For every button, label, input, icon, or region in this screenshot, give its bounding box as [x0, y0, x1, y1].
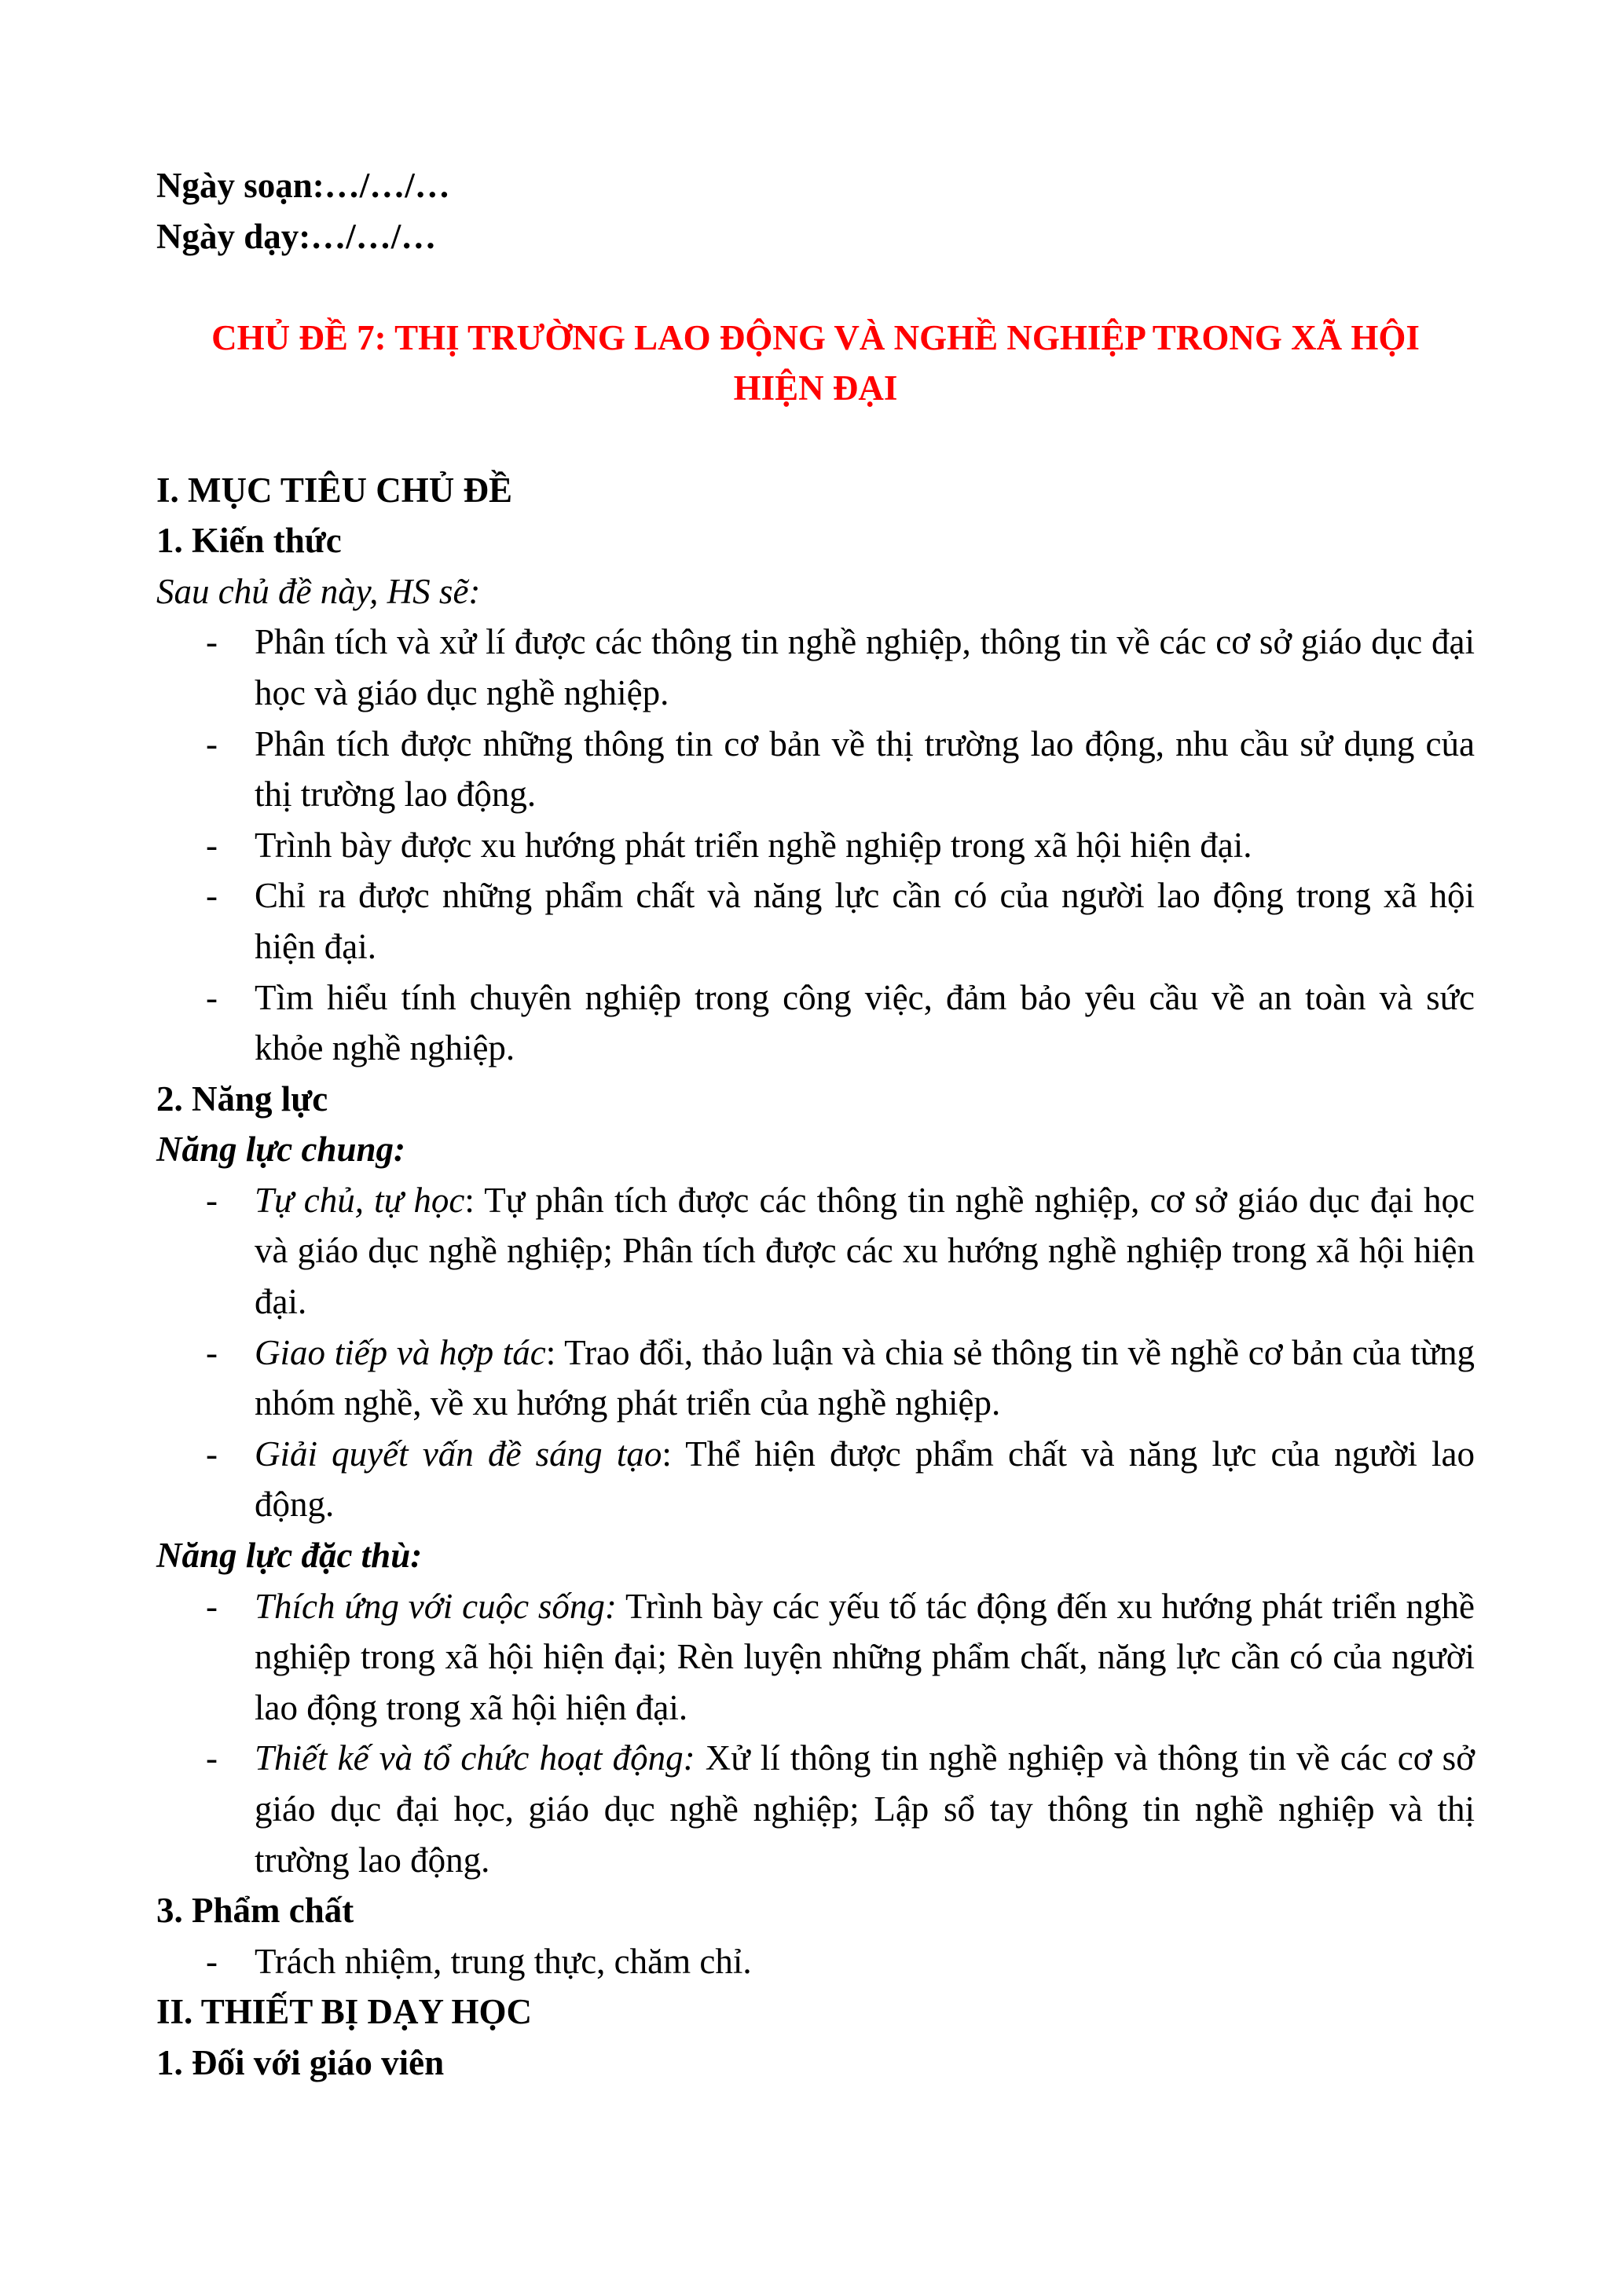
list-item-text: : Trao đổi, thảo luận và chia sẻ thông tin về nghề cơ bản của từng nhóm nghề, về xu hướng phát triển của nghề nghiệp. — [255, 1332, 1475, 1423]
teach-date: Ngày dạy:…/…/… — [156, 216, 437, 256]
list-item — [156, 617, 1475, 718]
qualities-heading: 3. Phẩm chất — [156, 1891, 354, 1931]
spacer — [156, 414, 1475, 465]
list-item — [156, 1733, 1475, 1885]
list-item-text: Chỉ ra được những phẩm chất và năng lực cần có của người lao động trong xã hội hiện đại. — [255, 876, 1475, 966]
list-item — [156, 972, 1475, 1074]
document-title — [156, 313, 1475, 414]
competence-heading: 2. Năng lực — [156, 1078, 328, 1119]
prep-date: Ngày soạn:…/…/… — [156, 166, 450, 205]
bullet-dash: - — [206, 1586, 218, 1626]
list-item — [156, 1429, 1475, 1530]
bullet-dash: - — [206, 876, 218, 916]
list-item-text: : Thể hiện được phẩm chất và năng lực của người lao động. — [255, 1434, 1475, 1525]
knowledge-list — [156, 617, 1475, 1073]
bullet-dash: - — [206, 1332, 218, 1372]
bullet-dash: - — [206, 1941, 218, 1981]
list-item — [156, 1936, 1475, 1987]
knowledge-intro: Sau chủ đề này, HS sẽ: — [156, 571, 481, 611]
bullet-dash: - — [206, 1738, 218, 1778]
list-item — [156, 820, 1475, 871]
title-line-2: HIỆN ĐẠI — [733, 368, 898, 408]
knowledge-heading: 1. Kiến thức — [156, 521, 342, 561]
list-item — [156, 1581, 1475, 1734]
specific-competence-heading: Năng lực đặc thù: — [156, 1536, 423, 1576]
bullet-dash: - — [206, 825, 218, 865]
list-item-label: Tự chủ, tự học — [255, 1180, 465, 1220]
list-item — [156, 719, 1475, 820]
bullet-dash: - — [206, 622, 218, 662]
list-item-text: Tìm hiểu tính chuyên nghiệp trong công việc, đảm bảo yêu cầu về an toàn và sức khỏe nghề nghiệp. — [255, 977, 1475, 1068]
list-item-text: Trình bày các yếu tố tác động đến xu hướng phát triển nghề nghiệp trong xã hội hiện đại; Rèn luyện những phẩm chất, năng lực cần có của người lao động trong xã hội hiện đại. — [255, 1586, 1475, 1727]
section-2-heading: II. THIẾT BỊ DẠY HỌC — [156, 1992, 533, 2032]
specific-competence-list — [156, 1581, 1475, 1886]
list-item — [156, 1327, 1475, 1429]
list-item-text: Phân tích được những thông tin cơ bản về thị trường lao động, nhu cầu sử dụng của thị trường lao động. — [255, 723, 1475, 815]
list-item-label: Giải quyết vấn đề sáng tạo — [255, 1434, 662, 1474]
general-competence-heading: Năng lực chung: — [156, 1130, 405, 1170]
list-item-label: Thích ứng với cuộc sống: — [255, 1586, 617, 1626]
document-page — [156, 160, 1475, 2089]
bullet-dash: - — [206, 723, 218, 764]
bullet-dash: - — [206, 977, 218, 1017]
list-item-text: Phân tích và xử lí được các thông tin nghề nghiệp, thông tin về các cơ sở giáo dục đại học và giáo dục nghề nghiệp. — [255, 622, 1475, 712]
general-competence-list — [156, 1175, 1475, 1530]
list-item-text: Trách nhiệm, trung thực, chăm chỉ. — [255, 1941, 752, 1981]
list-item-text: Xử lí thông tin nghề nghiệp và thông tin về các cơ sở giáo dục đại học, giáo dục nghề nghiệp; Lập sổ tay thông tin nghề nghiệp và thị trường lao động. — [255, 1738, 1475, 1880]
list-item-text: : Tự phân tích được các thông tin nghề nghiệp, cơ sở giáo dục đại học và giáo dục nghề nghiệp; Phân tích được các xu hướng nghề nghiệp trong xã hội hiện đại. — [255, 1180, 1476, 1322]
list-item-label: Thiết kế và tổ chức hoạt động: — [255, 1738, 695, 1778]
list-item-label: Giao tiếp và hợp tác — [255, 1332, 546, 1372]
title-line-1: CHỦ ĐỀ 7: THỊ TRƯỜNG LAO ĐỘNG VÀ NGHỀ NGHIỆP TRONG XÃ HỘI — [211, 317, 1420, 357]
list-item-text: Trình bày được xu hướng phát triển nghề nghiệp trong xã hội hiện đại. — [255, 825, 1252, 865]
bullet-dash: - — [206, 1434, 218, 1474]
teacher-heading: 1. Đối với giáo viên — [156, 2042, 445, 2082]
list-item — [156, 870, 1475, 972]
bullet-dash: - — [206, 1180, 218, 1220]
section-1-heading: I. MỤC TIÊU CHỦ ĐỀ — [156, 470, 512, 510]
list-item — [156, 1175, 1475, 1327]
